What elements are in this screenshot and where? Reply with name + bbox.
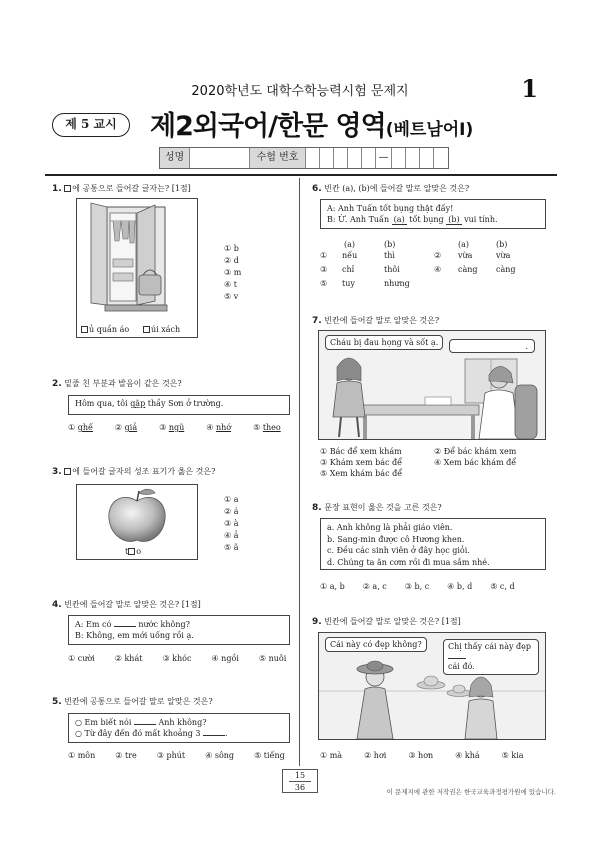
blank-box-icon: [81, 326, 88, 333]
q2-option[interactable]: ③ ngũ: [159, 423, 185, 432]
q6-option-table: [320, 240, 546, 293]
q2-underlined-word: gặp: [130, 399, 146, 408]
column-divider: [299, 178, 300, 766]
q2-option[interactable]: ② giả: [114, 423, 138, 432]
q8-sentence: a. Anh không là phải giáo viên.: [327, 523, 453, 532]
q6-prompt: 빈칸 (a), (b)에 들어갈 말로 알맞은 것은?: [324, 184, 470, 193]
subject-title: [150, 104, 473, 143]
q8-sentence: b. Sang-min được cô Hương khen.: [327, 534, 465, 544]
q6-head-a: (a): [458, 240, 470, 249]
q7-option[interactable]: ③ Khám xem bác để: [320, 458, 403, 467]
id-digit[interactable]: [348, 148, 362, 168]
q1-image-frame: [76, 198, 198, 338]
q9-title: [312, 616, 461, 627]
q1-options: [224, 243, 241, 303]
q3-number: 3.: [52, 467, 62, 477]
q5-option[interactable]: ③ phút: [156, 751, 186, 760]
q5-option[interactable]: ① môn: [68, 751, 96, 760]
q4-option[interactable]: ⑤ nuôi: [258, 654, 287, 663]
wardrobe-illustration: [77, 199, 197, 321]
q8-title: [312, 502, 442, 513]
q8-options: [320, 582, 515, 591]
q7-title: [312, 315, 439, 326]
q1-prompt: 에 공통으로 들어갈 글자는? [1점]: [72, 184, 191, 193]
q7-option[interactable]: ⑤ Xem khám bác để: [320, 469, 403, 478]
blank-box-icon: [64, 185, 71, 192]
q2-number: 2.: [52, 379, 62, 389]
exam-title: 2020학년도 대학수학능력시험 문제지: [191, 84, 409, 99]
q7-option[interactable]: ① Bác để xem khám: [320, 447, 402, 456]
q8-option[interactable]: ① a, b: [320, 582, 345, 591]
blank-line: [203, 735, 225, 736]
id-digit[interactable]: [434, 148, 448, 168]
name-label: 성명: [160, 148, 190, 168]
q9-right-bubble: Chị thấy cái này đẹp cái đó.: [443, 639, 539, 675]
id-digit[interactable]: [362, 148, 376, 168]
q3-title: [52, 466, 215, 477]
blank-a: (a): [393, 215, 405, 224]
page-indicator: [282, 769, 318, 793]
q6-head-b: (b): [496, 240, 508, 249]
q8-sentence: d. Chúng ta ăn cơm rồi đi mua sắm nhé.: [327, 557, 490, 567]
q6-option-row[interactable]: ③ chỉ thôi ④ càng càng: [320, 265, 516, 274]
q4-number: 4.: [52, 600, 62, 610]
apple-illustration: [77, 485, 197, 547]
page-badge: 1: [521, 74, 538, 103]
q5-option[interactable]: ⑤ tiếng: [254, 751, 285, 760]
q9-options: [320, 751, 524, 760]
q3-option[interactable]: ⑤ ã: [224, 543, 239, 552]
blank-box-icon: [64, 468, 71, 475]
q9-prompt: 빈칸에 들어갈 말로 알맞은 것은? [1점]: [324, 617, 461, 626]
id-digit[interactable]: [392, 148, 406, 168]
q6-option-row[interactable]: ① nếu thì ② vừa vừa: [320, 251, 511, 260]
q4-option[interactable]: ④ ngồi: [211, 654, 239, 663]
q5-number: 5.: [52, 697, 62, 707]
q2-title: [52, 378, 182, 389]
q1-label-right: úi xách: [143, 325, 180, 334]
q3-option[interactable]: ① a: [224, 495, 239, 504]
q8-option[interactable]: ② a, c: [362, 582, 387, 591]
id-digit[interactable]: [420, 148, 434, 168]
q1-title: [52, 183, 191, 194]
q9-option[interactable]: ⑤ kia: [501, 751, 524, 760]
q7-option[interactable]: ② Để bác khám xem: [434, 447, 517, 456]
q9-left-bubble: Cái này có đẹp không?: [325, 637, 427, 652]
q4-options: [68, 654, 286, 663]
q8-sentence-box: [320, 518, 546, 570]
q1-label-left: ủ quần áo: [81, 325, 129, 334]
q8-sentence: c. Đều các sinh viên ở đây học giỏi.: [327, 546, 470, 555]
q2-option[interactable]: ④ nhớ: [206, 423, 232, 432]
q8-option[interactable]: ③ b, c: [404, 582, 430, 591]
q6-number: 6.: [312, 184, 322, 194]
q1-option[interactable]: ③ m: [224, 268, 242, 277]
q6-title: [312, 183, 469, 194]
q9-option[interactable]: ③ hơn: [408, 751, 434, 760]
q6-dialogue-box: A: Anh Tuấn tốt bụng thật đấy! B: Ừ. Anh Tuấn (a) tốt bụng (b) vui tính.: [320, 199, 546, 229]
blank-box-icon: [128, 548, 135, 555]
period-badge: 제 5 교시: [52, 113, 130, 137]
blank-line: [134, 724, 156, 725]
q5-title: [52, 696, 213, 707]
blank-b: (b): [448, 215, 460, 224]
q4-option[interactable]: ② khát: [114, 654, 143, 663]
q9-option[interactable]: ② hơi: [364, 751, 387, 760]
q9-option[interactable]: ④ khá: [455, 751, 480, 760]
q1-option[interactable]: ② d: [224, 256, 239, 265]
header-rule: [45, 174, 557, 176]
q7-patient-bubble: Cháu bị đau họng và sốt ạ.: [325, 335, 443, 350]
q3-option[interactable]: ③ à: [224, 519, 239, 528]
q5-sentence-box: ○ Em biết nói Anh không? ○ Từ đây đến đó mất khoảng 3 .: [68, 713, 290, 743]
blank-box-icon: [143, 326, 150, 333]
q6-head-a: (a): [344, 240, 356, 249]
q3-option[interactable]: ④ ả: [224, 531, 239, 540]
id-label: 수험 번호: [250, 148, 306, 168]
q4-dialogue-box: A: Em có nước không? B: Không, em mới uống rồi ạ.: [68, 615, 290, 645]
q4-title: [52, 599, 201, 610]
q7-doctor-bubble: .: [449, 339, 535, 353]
q3-option[interactable]: ② á: [224, 507, 239, 516]
id-digit[interactable]: [406, 148, 420, 168]
q1-option[interactable]: ① b: [224, 244, 239, 253]
page-total: 36: [294, 783, 306, 792]
page-current: 15: [289, 770, 311, 782]
q1-option[interactable]: ⑤ v: [224, 292, 239, 301]
q2-options: [68, 423, 281, 432]
subject-name: 제2외국어/한문 영역: [150, 111, 386, 142]
copyright-notice: 이 문제지에 관한 저작권은 한국교육과정평가원에 있습니다.: [386, 788, 556, 796]
q4-prompt: 빈칸에 들어갈 말로 알맞은 것은? [1점]: [64, 600, 201, 609]
q3-options: [224, 494, 238, 554]
q7-option[interactable]: ④ Xem bác khám để: [434, 458, 517, 467]
q6-option-row[interactable]: ⑤ tuy nhưng: [320, 279, 410, 288]
q7-prompt: 빈칸에 들어갈 말로 알맞은 것은?: [324, 316, 440, 325]
q9-option[interactable]: ① mà: [320, 751, 343, 760]
q4-option[interactable]: ① cười: [68, 654, 95, 663]
blank-line: [114, 626, 136, 627]
q3-word-label: t o: [125, 547, 142, 556]
q8-option[interactable]: ④ b, d: [447, 582, 473, 591]
id-digit[interactable]: [334, 148, 348, 168]
q3-image-frame: [76, 484, 198, 560]
id-digit[interactable]: [306, 148, 320, 168]
q5-option[interactable]: ② tre: [115, 751, 137, 760]
q2-sentence-box: Hôm qua, tôi gặp thầy Sơn ở trường.: [68, 395, 290, 415]
id-row: [159, 147, 449, 169]
q7-options: [320, 446, 550, 479]
q7-illustration: [318, 330, 546, 440]
q8-prompt: 문장 표현이 옳은 것을 고른 것은?: [324, 503, 442, 512]
q9-illustration: [318, 632, 546, 740]
name-field[interactable]: [190, 148, 250, 168]
q1-number: 1.: [52, 184, 62, 194]
q9-number: 9.: [312, 617, 322, 627]
id-dash: —: [376, 148, 392, 168]
q2-prompt: 밑줄 친 부분과 발음이 같은 것은?: [64, 379, 182, 388]
blank-line: [448, 658, 466, 659]
q6-head-b: (b): [384, 240, 396, 249]
q5-option[interactable]: ④ sông: [205, 751, 235, 760]
q2-option[interactable]: ① ghế: [68, 423, 93, 432]
q1-option[interactable]: ④ t: [224, 280, 237, 289]
q3-prompt: 에 들어갈 글자의 성조 표기가 옳은 것은?: [72, 467, 216, 476]
id-digit[interactable]: [320, 148, 334, 168]
q2-option[interactable]: ⑤ theo: [253, 423, 281, 432]
q5-prompt: 빈칸에 공통으로 들어갈 말로 알맞은 것은?: [64, 697, 213, 706]
q5-options: [68, 751, 285, 760]
q4-option[interactable]: ③ khóc: [162, 654, 192, 663]
q8-number: 8.: [312, 503, 322, 513]
subject-language: (베트남어Ⅰ): [385, 120, 474, 140]
q7-number: 7.: [312, 316, 322, 326]
q8-option[interactable]: ⑤ c, d: [490, 582, 515, 591]
